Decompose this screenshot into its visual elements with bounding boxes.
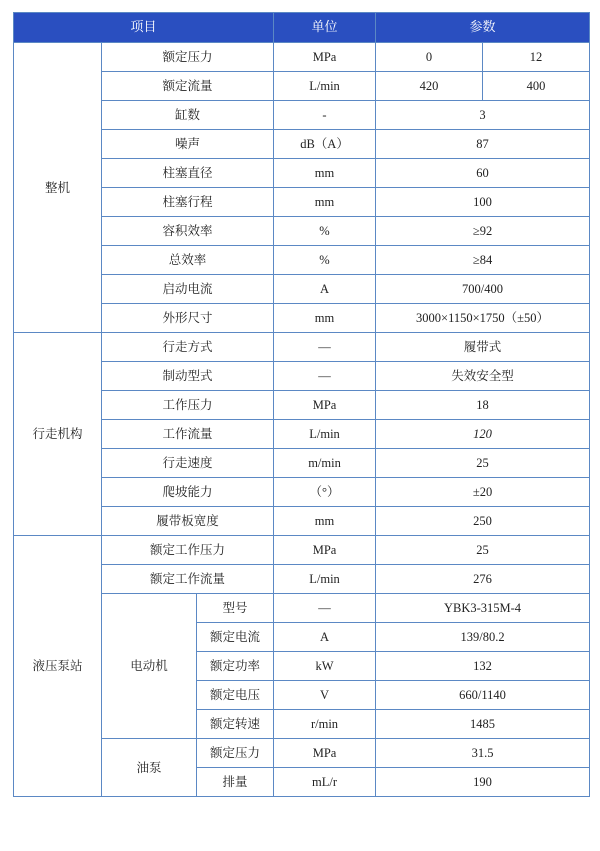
- row-unit: —: [274, 594, 376, 623]
- row-value: 276: [376, 565, 590, 594]
- row-unit: L/min: [274, 565, 376, 594]
- row-value: YBK3-315M-4: [376, 594, 590, 623]
- row-item: 总效率: [102, 246, 274, 275]
- row-value: 700/400: [376, 275, 590, 304]
- row-value: ≥84: [376, 246, 590, 275]
- row-item: 工作流量: [102, 420, 274, 449]
- row-item: 排量: [197, 768, 274, 797]
- row-item: 额定压力: [102, 43, 274, 72]
- row-value: 190: [376, 768, 590, 797]
- row-value: 250: [376, 507, 590, 536]
- table-row: [14, 333, 590, 362]
- header-params: 参数: [376, 13, 590, 43]
- table-row: [14, 43, 590, 72]
- row-value-a: 420: [376, 72, 483, 101]
- row-value: 25: [376, 536, 590, 565]
- row-item: 额定电压: [197, 681, 274, 710]
- row-unit: mm: [274, 304, 376, 333]
- row-item: 履带板宽度: [102, 507, 274, 536]
- row-value: 18: [376, 391, 590, 420]
- row-item: 额定功率: [197, 652, 274, 681]
- spec-table: [13, 12, 590, 797]
- group-label-pump-station: 液压泵站: [14, 536, 102, 797]
- row-unit: MPa: [274, 739, 376, 768]
- header-row: [14, 13, 590, 43]
- row-item: 行走速度: [102, 449, 274, 478]
- row-value: 120: [376, 420, 590, 449]
- subgroup-label-motor: 电动机: [102, 594, 197, 739]
- row-unit: mm: [274, 507, 376, 536]
- row-item: 行走方式: [102, 333, 274, 362]
- row-item: 容积效率: [102, 217, 274, 246]
- row-value-a: 0: [376, 43, 483, 72]
- subgroup-label-oil-pump: 油泵: [102, 739, 197, 797]
- row-item: 额定压力: [197, 739, 274, 768]
- row-item: 启动电流: [102, 275, 274, 304]
- row-item: 柱塞直径: [102, 159, 274, 188]
- header-item: 项目: [14, 13, 274, 43]
- row-value: 履带式: [376, 333, 590, 362]
- row-item: 缸数: [102, 101, 274, 130]
- row-value: ±20: [376, 478, 590, 507]
- row-value: 1485: [376, 710, 590, 739]
- row-value: 25: [376, 449, 590, 478]
- row-unit: mm: [274, 188, 376, 217]
- row-unit: %: [274, 246, 376, 275]
- row-item: 爬坡能力: [102, 478, 274, 507]
- row-value: 100: [376, 188, 590, 217]
- row-unit: dB（A）: [274, 130, 376, 159]
- row-unit: —: [274, 333, 376, 362]
- group-label-whole: 整机: [14, 43, 102, 333]
- row-item: 额定电流: [197, 623, 274, 652]
- row-item: 噪声: [102, 130, 274, 159]
- row-unit: A: [274, 275, 376, 304]
- row-unit: —: [274, 362, 376, 391]
- row-unit: mm: [274, 159, 376, 188]
- row-unit: kW: [274, 652, 376, 681]
- row-unit: （°）: [274, 478, 376, 507]
- row-item: 柱塞行程: [102, 188, 274, 217]
- row-value: ≥92: [376, 217, 590, 246]
- row-item: 额定转速: [197, 710, 274, 739]
- row-unit: L/min: [274, 72, 376, 101]
- row-item: 额定流量: [102, 72, 274, 101]
- group-label-travel: 行走机构: [14, 333, 102, 536]
- table-row: [14, 536, 590, 565]
- row-value: 3: [376, 101, 590, 130]
- header-unit: 单位: [274, 13, 376, 43]
- row-value: 失效安全型: [376, 362, 590, 391]
- row-unit: %: [274, 217, 376, 246]
- row-unit: mL/r: [274, 768, 376, 797]
- row-unit: m/min: [274, 449, 376, 478]
- row-item: 工作压力: [102, 391, 274, 420]
- row-value: 31.5: [376, 739, 590, 768]
- row-value: 660/1140: [376, 681, 590, 710]
- row-item: 外形尺寸: [102, 304, 274, 333]
- row-unit: MPa: [274, 391, 376, 420]
- row-value: 87: [376, 130, 590, 159]
- row-item: 额定工作流量: [102, 565, 274, 594]
- row-value-b: 12: [483, 43, 590, 72]
- row-unit: MPa: [274, 536, 376, 565]
- row-item: 型号: [197, 594, 274, 623]
- row-unit: r/min: [274, 710, 376, 739]
- row-value-b: 400: [483, 72, 590, 101]
- row-value: 3000×1150×1750（±50）: [376, 304, 590, 333]
- row-unit: A: [274, 623, 376, 652]
- row-unit: V: [274, 681, 376, 710]
- row-item: 制动型式: [102, 362, 274, 391]
- row-item: 额定工作压力: [102, 536, 274, 565]
- row-value: 60: [376, 159, 590, 188]
- row-unit: L/min: [274, 420, 376, 449]
- row-unit: -: [274, 101, 376, 130]
- row-value: 139/80.2: [376, 623, 590, 652]
- row-value: 132: [376, 652, 590, 681]
- row-unit: MPa: [274, 43, 376, 72]
